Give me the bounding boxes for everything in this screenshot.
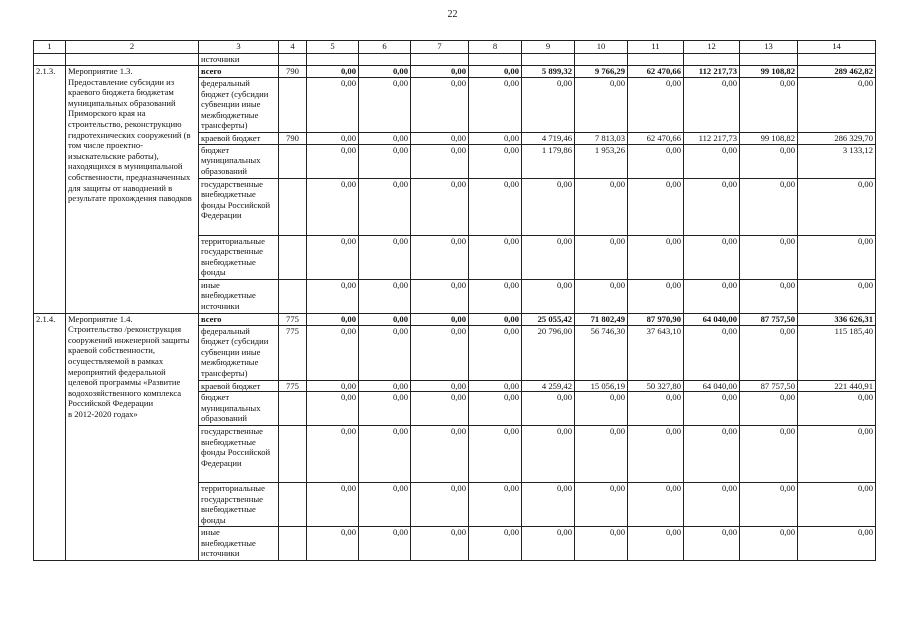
amount-cell: 0,00	[359, 78, 411, 133]
amount-cell: 62 470,66	[628, 66, 684, 78]
amount-cell: 0,00	[684, 392, 740, 426]
amount-cell: 0,00	[798, 527, 876, 561]
amount-cell: 0,00	[575, 279, 628, 313]
amount-cell: 0,00	[522, 178, 575, 235]
amount-cell: 0,00	[359, 178, 411, 235]
grbs-code: 790	[279, 133, 307, 145]
funding-source: государственные внебюджетные фонды Российской Федерации	[199, 178, 279, 235]
amount-cell: 0,00	[469, 483, 522, 527]
grbs-code	[279, 392, 307, 426]
amount-cell: 0,00	[575, 483, 628, 527]
amount-cell: 9 766,29	[575, 66, 628, 78]
column-header-2: 2	[66, 41, 199, 54]
amount-cell: 20 796,00	[522, 325, 575, 380]
amount-cell: 0,00	[469, 313, 522, 325]
amount-cell: 0,00	[307, 426, 359, 483]
amount-cell: 0,00	[684, 483, 740, 527]
amount-cell: 0,00	[307, 235, 359, 279]
amount-cell: 0,00	[740, 235, 798, 279]
amount-cell: 0,00	[798, 279, 876, 313]
column-header-14: 14	[798, 41, 876, 54]
grbs-code	[279, 483, 307, 527]
grbs-code	[279, 235, 307, 279]
amount-cell: 0,00	[522, 483, 575, 527]
amount-cell: 0,00	[359, 380, 411, 392]
amount-cell: 87 757,50	[740, 313, 798, 325]
amount-cell: 0,00	[740, 144, 798, 178]
amount-cell: 4 719,46	[522, 133, 575, 145]
amount-cell: 37 643,10	[628, 325, 684, 380]
amount-cell: 0,00	[469, 235, 522, 279]
empty-cell	[307, 54, 359, 66]
amount-cell: 99 108,82	[740, 133, 798, 145]
column-header-6: 6	[359, 41, 411, 54]
grbs-code	[279, 144, 307, 178]
amount-cell: 0,00	[740, 178, 798, 235]
column-header-5: 5	[307, 41, 359, 54]
empty-cell	[279, 54, 307, 66]
funding-source: иные внебюджетные источники	[199, 527, 279, 561]
amount-cell: 0,00	[469, 392, 522, 426]
amount-cell: 0,00	[575, 527, 628, 561]
amount-cell: 0,00	[359, 325, 411, 380]
funding-source: бюджет муниципальных образований	[199, 144, 279, 178]
amount-cell: 0,00	[740, 325, 798, 380]
amount-cell: 0,00	[469, 325, 522, 380]
amount-cell: 0,00	[411, 279, 469, 313]
column-header-9: 9	[522, 41, 575, 54]
amount-cell: 0,00	[628, 483, 684, 527]
funding-source: государственные внебюджетные фонды Российской Федерации	[199, 426, 279, 483]
amount-cell: 0,00	[628, 279, 684, 313]
empty-cell	[359, 54, 411, 66]
amount-cell: 0,00	[359, 133, 411, 145]
amount-cell: 0,00	[411, 144, 469, 178]
amount-cell: 0,00	[411, 380, 469, 392]
empty-cell	[522, 54, 575, 66]
amount-cell: 0,00	[307, 527, 359, 561]
empty-cell	[34, 54, 66, 66]
amount-cell: 0,00	[628, 527, 684, 561]
funding-source: территориальные государственные внебюджетные фонды	[199, 483, 279, 527]
amount-cell: 0,00	[798, 235, 876, 279]
column-header-7: 7	[411, 41, 469, 54]
amount-cell: 0,00	[359, 483, 411, 527]
grbs-code: 790	[279, 66, 307, 78]
amount-cell: 0,00	[411, 527, 469, 561]
amount-cell: 0,00	[411, 325, 469, 380]
amount-cell: 0,00	[307, 178, 359, 235]
amount-cell: 0,00	[411, 426, 469, 483]
column-header-13: 13	[740, 41, 798, 54]
amount-cell: 0,00	[684, 325, 740, 380]
amount-cell: 0,00	[469, 426, 522, 483]
amount-cell: 112 217,73	[684, 133, 740, 145]
funding-source: всего	[199, 66, 279, 78]
measure-title: Мероприятие 1.4. Строительство /реконструкция сооружений инженерной защиты краевой собственности, осуществляемой в рамках мероприятий федеральной целевой программы «Развитие водохозяйственного комплекса Российской Федерации в 2012-2020 годах»	[66, 313, 199, 561]
amount-cell: 1 179,86	[522, 144, 575, 178]
amount-cell: 62 470,66	[628, 133, 684, 145]
amount-cell: 64 040,00	[684, 313, 740, 325]
column-header-10: 10	[575, 41, 628, 54]
amount-cell: 0,00	[628, 235, 684, 279]
page-number: 22	[447, 9, 458, 20]
empty-cell	[798, 54, 876, 66]
amount-cell: 0,00	[522, 426, 575, 483]
amount-cell: 0,00	[359, 279, 411, 313]
amount-cell: 0,00	[307, 66, 359, 78]
amount-cell: 0,00	[469, 133, 522, 145]
amount-cell: 0,00	[684, 178, 740, 235]
budget-table	[33, 40, 876, 561]
amount-cell: 0,00	[740, 527, 798, 561]
amount-cell: 0,00	[628, 178, 684, 235]
column-header-11: 11	[628, 41, 684, 54]
continuation-source: источники	[199, 54, 279, 66]
amount-cell: 0,00	[411, 178, 469, 235]
amount-cell: 0,00	[469, 279, 522, 313]
amount-cell: 0,00	[469, 144, 522, 178]
amount-cell: 0,00	[575, 392, 628, 426]
amount-cell: 64 040,00	[684, 380, 740, 392]
amount-cell: 0,00	[307, 279, 359, 313]
funding-source: бюджет муниципальных образований	[199, 392, 279, 426]
amount-cell: 7 813,03	[575, 133, 628, 145]
measure-code: 2.1.4.	[34, 313, 66, 561]
grbs-code	[279, 527, 307, 561]
amount-cell: 0,00	[469, 78, 522, 133]
amount-cell: 0,00	[575, 78, 628, 133]
empty-cell	[66, 54, 199, 66]
amount-cell: 87 757,50	[740, 380, 798, 392]
amount-cell: 0,00	[307, 313, 359, 325]
amount-cell: 0,00	[307, 483, 359, 527]
grbs-code: 775	[279, 325, 307, 380]
amount-cell: 0,00	[522, 392, 575, 426]
amount-cell: 336 626,31	[798, 313, 876, 325]
amount-cell: 0,00	[359, 66, 411, 78]
empty-cell	[684, 54, 740, 66]
funding-source: краевой бюджет	[199, 380, 279, 392]
amount-cell: 0,00	[359, 235, 411, 279]
column-header-12: 12	[684, 41, 740, 54]
amount-cell: 0,00	[307, 380, 359, 392]
amount-cell: 0,00	[411, 313, 469, 325]
amount-cell: 0,00	[522, 235, 575, 279]
measure-code: 2.1.3.	[34, 66, 66, 314]
amount-cell: 0,00	[575, 426, 628, 483]
amount-cell: 0,00	[469, 380, 522, 392]
amount-cell: 0,00	[740, 426, 798, 483]
amount-cell: 289 462,82	[798, 66, 876, 78]
funding-source: краевой бюджет	[199, 133, 279, 145]
amount-cell: 286 329,70	[798, 133, 876, 145]
amount-cell: 0,00	[798, 392, 876, 426]
column-header-1: 1	[34, 41, 66, 54]
amount-cell: 0,00	[522, 527, 575, 561]
grbs-code	[279, 426, 307, 483]
funding-source: федеральный бюджет (субсидии субвенции иные межбюджетные трансферты)	[199, 78, 279, 133]
empty-cell	[740, 54, 798, 66]
amount-cell: 0,00	[798, 178, 876, 235]
amount-cell: 56 746,30	[575, 325, 628, 380]
grbs-code: 775	[279, 380, 307, 392]
amount-cell: 0,00	[359, 392, 411, 426]
amount-cell: 25 055,42	[522, 313, 575, 325]
amount-cell: 0,00	[684, 426, 740, 483]
amount-cell: 0,00	[740, 392, 798, 426]
column-header-4: 4	[279, 41, 307, 54]
funding-source: иные внебюджетные источники	[199, 279, 279, 313]
amount-cell: 0,00	[798, 78, 876, 133]
amount-cell: 0,00	[628, 78, 684, 133]
amount-cell: 0,00	[469, 66, 522, 78]
amount-cell: 115 185,40	[798, 325, 876, 380]
amount-cell: 0,00	[798, 426, 876, 483]
amount-cell: 0,00	[359, 426, 411, 483]
amount-cell: 0,00	[684, 235, 740, 279]
continuation-row	[34, 54, 876, 66]
empty-cell	[411, 54, 469, 66]
amount-cell: 0,00	[740, 279, 798, 313]
measure-title: Мероприятие 1.3. Предоставление субсидии из краевого бюджета бюджетам муниципальных образований Приморского края на строительство, реконструкцию гидротехнических сооружений (в том числе проектно-изыскательские работы), находящихся в муниципальной собственности, предназначенных для защиты от наводнений в результате прохождения паводков	[66, 66, 199, 314]
column-header-8: 8	[469, 41, 522, 54]
empty-cell	[469, 54, 522, 66]
amount-cell: 0,00	[575, 178, 628, 235]
amount-cell: 0,00	[798, 483, 876, 527]
amount-cell: 87 970,90	[628, 313, 684, 325]
amount-cell: 71 802,49	[575, 313, 628, 325]
amount-cell: 0,00	[307, 325, 359, 380]
amount-cell: 0,00	[411, 133, 469, 145]
amount-cell: 0,00	[628, 426, 684, 483]
funding-row	[34, 66, 876, 78]
amount-cell: 0,00	[411, 78, 469, 133]
amount-cell: 0,00	[684, 527, 740, 561]
column-header-3: 3	[199, 41, 279, 54]
funding-source: федеральный бюджет (субсидии субвенции иные межбюджетные трансферты)	[199, 325, 279, 380]
amount-cell: 0,00	[522, 279, 575, 313]
amount-cell: 0,00	[628, 392, 684, 426]
amount-cell: 221 440,91	[798, 380, 876, 392]
table-body	[34, 41, 876, 561]
amount-cell: 4 259,42	[522, 380, 575, 392]
grbs-code	[279, 78, 307, 133]
funding-source: территориальные государственные внебюджетные фонды	[199, 235, 279, 279]
column-number-row	[34, 41, 876, 54]
funding-source: всего	[199, 313, 279, 325]
amount-cell: 1 953,26	[575, 144, 628, 178]
amount-cell: 0,00	[684, 144, 740, 178]
amount-cell: 0,00	[307, 133, 359, 145]
grbs-code: 775	[279, 313, 307, 325]
amount-cell: 0,00	[359, 527, 411, 561]
amount-cell: 0,00	[359, 313, 411, 325]
amount-cell: 0,00	[411, 483, 469, 527]
amount-cell: 0,00	[684, 279, 740, 313]
amount-cell: 0,00	[522, 78, 575, 133]
amount-cell: 0,00	[411, 392, 469, 426]
amount-cell: 0,00	[469, 178, 522, 235]
amount-cell: 0,00	[411, 66, 469, 78]
amount-cell: 0,00	[411, 235, 469, 279]
grbs-code	[279, 279, 307, 313]
amount-cell: 0,00	[740, 483, 798, 527]
amount-cell: 0,00	[469, 527, 522, 561]
amount-cell: 0,00	[307, 78, 359, 133]
amount-cell: 112 217,73	[684, 66, 740, 78]
amount-cell: 0,00	[307, 144, 359, 178]
amount-cell: 0,00	[307, 392, 359, 426]
amount-cell: 0,00	[628, 144, 684, 178]
amount-cell: 50 327,80	[628, 380, 684, 392]
grbs-code	[279, 178, 307, 235]
amount-cell: 0,00	[684, 78, 740, 133]
amount-cell: 5 899,32	[522, 66, 575, 78]
amount-cell: 99 108,82	[740, 66, 798, 78]
amount-cell: 0,00	[575, 235, 628, 279]
funding-row	[34, 313, 876, 325]
amount-cell: 0,00	[740, 78, 798, 133]
empty-cell	[575, 54, 628, 66]
amount-cell: 0,00	[359, 144, 411, 178]
amount-cell: 3 133,12	[798, 144, 876, 178]
amount-cell: 15 056,19	[575, 380, 628, 392]
empty-cell	[628, 54, 684, 66]
